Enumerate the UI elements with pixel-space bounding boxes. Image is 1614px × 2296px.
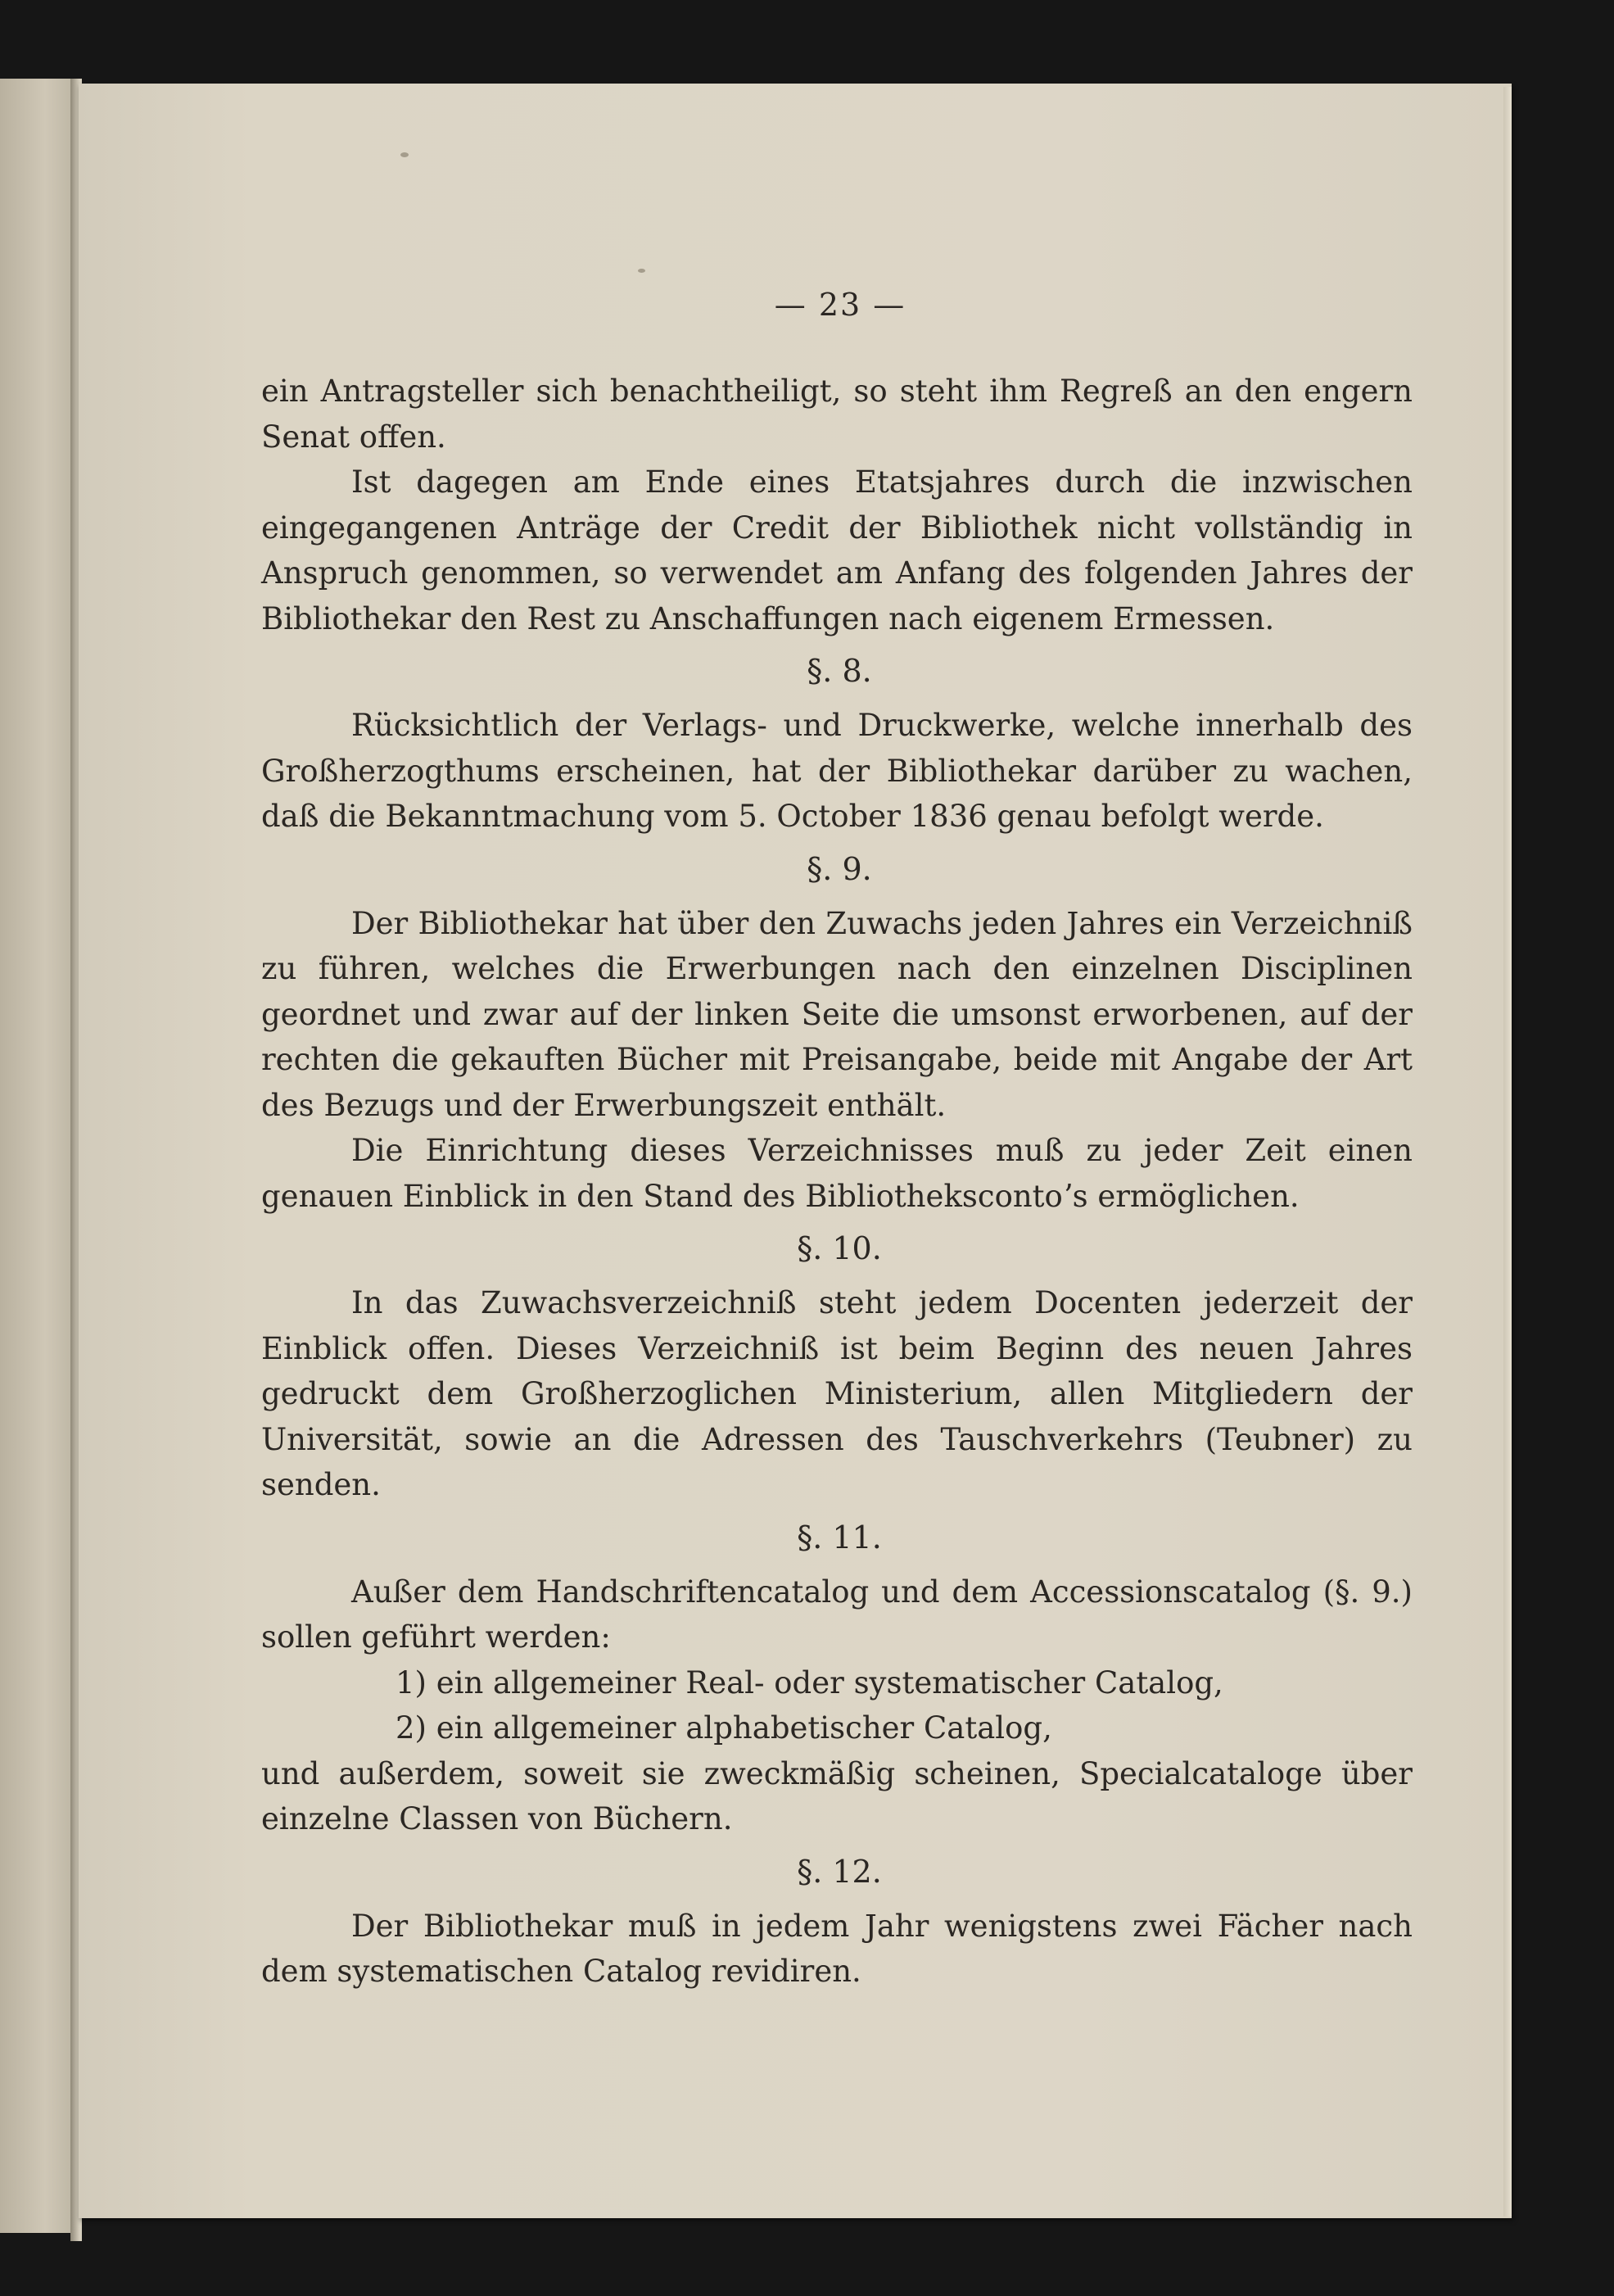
page-number: — 23 —: [774, 287, 906, 323]
section-heading: §. 10.: [797, 1230, 882, 1266]
section-heading: §. 9.: [807, 850, 872, 887]
paragraph: Der Bibliothekar hat über den Zuwachs jeden Jahres ein Verzeichniß zu führen, welches die Erwerbungen nach den einzelnen Disciplinen geordnet und zwar auf der linken Seite die umsonst erworbenen, auf der rechten die gekauften Bücher mit Preisangabe, beide mit Angabe der Art des Bezugs und der Erwerbungszeit enthält.: [261, 905, 1413, 1123]
paragraph: und außerdem, soweit sie zweckmäßig scheinen, Specialcataloge über einzelne Classen von Büchern.: [261, 1755, 1413, 1836]
paragraph: In das Zuwachsverzeichniß steht jedem Docenten jederzeit der Einblick offen. Dieses Verzeichniß ist beim Beginn des neuen Jahres gedruckt dem Großherzoglichen Ministerium, allen Mitgliedern der Universität, sowie an die Adressen des Tauschverkehrs (Teubner) zu senden.: [261, 1285, 1413, 1502]
list-item: 2) ein allgemeiner alphabetischer Catalog,: [396, 1710, 1052, 1746]
list-item: 1) ein allgemeiner Real- oder systematischer Catalog,: [396, 1664, 1223, 1700]
paragraph: Der Bibliothekar muß in jedem Jahr wenigstens zwei Fächer nach dem systematischen Catalog revidiren.: [261, 1908, 1413, 1989]
section-heading: §. 11.: [797, 1519, 882, 1556]
section-heading: §. 12.: [797, 1853, 882, 1890]
paragraph: Die Einrichtung dieses Verzeichnisses muß zu jeder Zeit einen genauen Einblick in den Stand des Bibliothekscontoʼs ermöglichen.: [261, 1133, 1413, 1214]
book-page: [79, 84, 1512, 2218]
paragraph: ein Antragsteller sich benachtheiligt, so steht ihm Regreß an den engern Senat offen.: [261, 374, 1413, 455]
paragraph: Außer dem Handschriftencatalog und dem Accessionscatalog (§. 9.) sollen geführt werden:: [261, 1574, 1413, 1655]
paragraph: Ist dagegen am Ende eines Etatsjahres durch die inzwischen eingegangenen Anträge der Credit der Bibliothek nicht vollständig in Anspruch genommen, so verwendet am Anfang des folgenden Jahres der Bibliothekar den Rest zu Anschaffungen nach eigenem Ermessen.: [261, 464, 1413, 636]
page-right-edge: [1503, 87, 1512, 2217]
paragraph: Rücksichtlich der Verlags- und Druckwerke, welche innerhalb des Großherzogthums erscheinen, hat der Bibliothekar darüber zu wachen, daß die Bekanntmachung vom 5. October 1836 genau befolgt werde.: [261, 708, 1413, 834]
facing-page-edge: [0, 79, 75, 2233]
section-heading: §. 8.: [807, 653, 872, 689]
page-text: [261, 369, 1413, 1995]
paper-speck: [400, 152, 409, 157]
paper-speck: [638, 269, 645, 273]
